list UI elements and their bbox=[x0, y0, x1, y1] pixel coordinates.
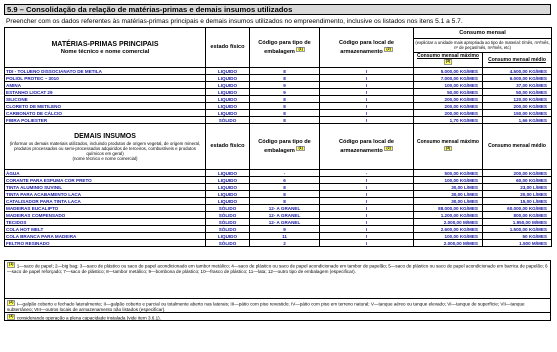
estado-fisico: LIQUIDO bbox=[206, 68, 250, 75]
embalagem-header-label: Código para tipo de embalagem bbox=[258, 40, 311, 55]
armazenamento-header-label: Código para local de armazenamento bbox=[338, 40, 394, 55]
codigo-embalagem: 6 bbox=[250, 177, 320, 184]
di-embalagem-header bbox=[250, 124, 320, 170]
footnote-2-tag: (2) bbox=[9, 300, 14, 304]
footnote-1-tag: (1) bbox=[9, 262, 14, 266]
di-subtitle-2: (nome técnico e nome comercial) bbox=[72, 155, 138, 161]
codigo-embalagem: - bbox=[250, 170, 320, 177]
di-row bbox=[5, 170, 552, 177]
consumo-medio: 1,66 KG/MES bbox=[483, 117, 552, 124]
di-row bbox=[5, 219, 552, 226]
consumo-medio: 37,00 KG/MES bbox=[483, 82, 552, 89]
codigo-embalagem: 8 bbox=[250, 68, 320, 75]
mp-title: MATÉRIAS-PRIMAS PRINCIPAIS bbox=[51, 40, 159, 48]
mp-row bbox=[5, 82, 552, 89]
section-title: 5.9 – Consolidação da relação de matérias-primas e demais insumos utilizados bbox=[4, 4, 551, 15]
estado-fisico: SÓLIDO bbox=[206, 117, 250, 124]
consumo-medio: 6.000,00 KG/MES bbox=[483, 75, 552, 82]
material-name: TINTA PARA ACABAMENTO LACA bbox=[5, 191, 206, 198]
estado-fisico: LIQUIDO bbox=[206, 184, 250, 191]
material-name: SILICONE bbox=[5, 96, 206, 103]
di-row bbox=[5, 233, 552, 240]
estado-fisico: SÓLIDO bbox=[206, 226, 250, 233]
codigo-armazenamento: I bbox=[320, 82, 414, 89]
material-name: POLIOL PROTEC – 3010 bbox=[5, 75, 206, 82]
consumo-med-header bbox=[483, 53, 552, 68]
mp-row bbox=[5, 117, 552, 124]
codigo-embalagem: 12- A GRANEL bbox=[250, 219, 320, 226]
estado-fisico: LIQUIDO bbox=[206, 82, 250, 89]
material-name: CORANTE PARA ESPUMA COR PRETO bbox=[5, 177, 206, 184]
consumo-medio: 200,00 KG/MES bbox=[483, 103, 552, 110]
estado-header: estado físico bbox=[206, 28, 250, 68]
estado-fisico: LIQUIDO bbox=[206, 191, 250, 198]
consumo-maximo: 1.200,00 KG/MES bbox=[414, 212, 483, 219]
consumo-medio: 1.500 M/MES bbox=[483, 240, 552, 247]
estado-fisico: LIQUIDO bbox=[206, 110, 250, 117]
consumo-med-label: Consumo mensal médio bbox=[488, 57, 546, 63]
codigo-embalagem: 8 bbox=[250, 110, 320, 117]
di-row bbox=[5, 177, 552, 184]
codigo-embalagem: 8 bbox=[250, 191, 320, 198]
di-row bbox=[5, 212, 552, 219]
consumo-maximo: 50,00 KG/MES bbox=[414, 89, 483, 96]
mp-rows bbox=[5, 68, 552, 124]
consumo-medio: 120,00 KG/MES bbox=[483, 96, 552, 103]
footnote-1 bbox=[4, 260, 551, 298]
estado-fisico: LIQUIDO bbox=[206, 103, 250, 110]
codigo-embalagem: 2 bbox=[250, 240, 320, 247]
codigo-embalagem: 8 bbox=[250, 117, 320, 124]
di-subtitle: (informar os demais materiais utilizados, incluindo produtos de origem vegetal, de origem mineral, produtos processados ou semi-processados adquiridos de terceiros, combustíveis e produtos químicos em geral) bbox=[9, 140, 201, 156]
estado-fisico: LIQUIDO bbox=[206, 233, 250, 240]
codigo-armazenamento: I bbox=[320, 110, 414, 117]
consumo-medio: 800,00 KG/MES bbox=[483, 212, 552, 219]
material-name: FELTRO RESINADO bbox=[5, 240, 206, 247]
consumo-medio: 23,00 L/MES bbox=[483, 184, 552, 191]
codigo-embalagem: 8 bbox=[250, 75, 320, 82]
material-name: COLA HOT MELT bbox=[5, 226, 206, 233]
codigo-armazenamento: I bbox=[320, 103, 414, 110]
estado-fisico: SÓLIDO bbox=[206, 240, 250, 247]
di-armazenamento-header bbox=[320, 124, 414, 170]
material-name: TDI - TOLUENO DISSOCIANATO DE METILA bbox=[5, 68, 206, 75]
consumo-maximo: 2.000,00 M/MES bbox=[414, 219, 483, 226]
material-name: FIBRA POLIESTER bbox=[5, 117, 206, 124]
codigo-armazenamento: I bbox=[320, 226, 414, 233]
codigo-armazenamento: I bbox=[320, 212, 414, 219]
consumo-medio: 60,00 KG/MES bbox=[483, 177, 552, 184]
mp-header bbox=[5, 28, 206, 68]
codigo-embalagem: 8 bbox=[250, 96, 320, 103]
codigo-armazenamento: I bbox=[320, 219, 414, 226]
di-row bbox=[5, 198, 552, 205]
consumo-unit-note: (explicitar a unidade mais apropriada ao tipo de material: t/mês, m³/mês, nº de peças/mês, m²/mês, etc) bbox=[414, 39, 552, 53]
di-estado-header: estado físico bbox=[206, 124, 250, 170]
consumo-max-label: Consumo mensal máximo bbox=[417, 53, 479, 60]
embalagem-header bbox=[250, 28, 320, 68]
material-name: TECIDOS bbox=[5, 219, 206, 226]
mp-row bbox=[5, 110, 552, 117]
footnote-1-marker: (1) bbox=[298, 46, 303, 51]
consumo-maximo: 30,00 L/MES bbox=[414, 191, 483, 198]
consumo-maximo: 30,00 L/MES bbox=[414, 184, 483, 191]
codigo-embalagem: 8 bbox=[250, 198, 320, 205]
material-name: AMINA bbox=[5, 82, 206, 89]
codigo-armazenamento: I bbox=[320, 205, 414, 212]
codigo-embalagem: 8 bbox=[250, 103, 320, 110]
di-consumo-max-header bbox=[414, 124, 483, 170]
consumo-maximo: 1,70 KG/MES bbox=[414, 117, 483, 124]
codigo-armazenamento: I bbox=[320, 184, 414, 191]
codigo-embalagem: 8 bbox=[250, 184, 320, 191]
footnote-3-tag: (3) bbox=[9, 314, 14, 318]
consumo-maximo: 5.000,00 KG/MES bbox=[414, 68, 483, 75]
material-name: TINTA ALUMINIO SUVINIL bbox=[5, 184, 206, 191]
codigo-embalagem: 9 bbox=[250, 89, 320, 96]
material-name: ÁGUA bbox=[5, 170, 206, 177]
estado-fisico: LIQUIDO bbox=[206, 96, 250, 103]
consumo-medio: 50 KG/MES bbox=[483, 233, 552, 240]
mp-row bbox=[5, 96, 552, 103]
codigo-armazenamento: I bbox=[320, 191, 414, 198]
codigo-armazenamento: I bbox=[320, 96, 414, 103]
material-name: MADEIRAS COMPENSADO bbox=[5, 212, 206, 219]
consumo-medio: 200,00 KG/MES bbox=[483, 170, 552, 177]
di-consumo-max-label: Consumo mensal máximo bbox=[417, 139, 479, 146]
di-row bbox=[5, 226, 552, 233]
footnote-3-marker: (3) bbox=[445, 59, 451, 64]
di-header bbox=[5, 124, 206, 170]
intro-text: Preencher com os dados referentes às matérias-primas principais e demais insumos utilizados no empreendimento, inclusive os listados nos itens 5.1 a 5.7. bbox=[6, 18, 463, 25]
consumo-maximo: 88.000,00 KG/MES bbox=[414, 205, 483, 212]
di-row bbox=[5, 191, 552, 198]
consumo-maximo: 100,00 KG/MES bbox=[414, 82, 483, 89]
mp-subtitle: Nome técnico e nome comercial bbox=[60, 48, 150, 55]
consumo-maximo: 30,00 L/MES bbox=[414, 198, 483, 205]
materials-table bbox=[4, 27, 552, 247]
estado-fisico: SÓLIDO bbox=[206, 219, 250, 226]
footnote-2-text: I—galpão coberto e fechado lateralmente; II—galpão coberto e parcial ou totalmente aberto nas laterais; III—pátio com piso revestido; IV—pátio com piso em terreno natural; V—tanque aéreo ou tanque elevado; VI—tanque de superfície; VII—tanque subterrâneo; VIII—outros locais de armazenamento não listados (especificar). bbox=[7, 301, 525, 313]
codigo-armazenamento: I bbox=[320, 89, 414, 96]
armazenamento-header bbox=[320, 28, 414, 68]
mp-row bbox=[5, 89, 552, 96]
consumo-maximo: 100,00 KG/MES bbox=[414, 177, 483, 184]
di-row bbox=[5, 205, 552, 212]
di-row bbox=[5, 240, 552, 247]
consumo-medio: 4.500,00 KG/MES bbox=[483, 68, 552, 75]
estado-fisico: SÓLIDO bbox=[206, 205, 250, 212]
consumo-medio: 20,00 L/MES bbox=[483, 191, 552, 198]
material-name: CLORETO DE METILENO bbox=[5, 103, 206, 110]
codigo-armazenamento: - bbox=[320, 170, 414, 177]
footnote-3 bbox=[4, 312, 551, 321]
material-name: ESTANHO LIOCAT 29 bbox=[5, 89, 206, 96]
mp-row bbox=[5, 75, 552, 82]
di-rows bbox=[5, 170, 552, 247]
consumo-medio: 60.000,00 KG/MES bbox=[483, 205, 552, 212]
material-name: MADEIRAS EUCALIPTO bbox=[5, 205, 206, 212]
material-name: CARBONATO DE CÁLCIO bbox=[5, 110, 206, 117]
estado-fisico: LIQUIDO bbox=[206, 170, 250, 177]
material-name: CATALISADOR PARA TINTA LACA bbox=[5, 198, 206, 205]
consumo-medio: 15,00 L/MES bbox=[483, 198, 552, 205]
consumo-medio: 1.950,00 M/MES bbox=[483, 219, 552, 226]
estado-fisico: LIQUIDO bbox=[206, 89, 250, 96]
estado-fisico: LIQUIDO bbox=[206, 198, 250, 205]
consumo-maximo: 7.000,00 KG/MES bbox=[414, 75, 483, 82]
di-consumo-med-header: Consumo mensal médio bbox=[483, 124, 552, 170]
consumo-max-header bbox=[414, 53, 483, 68]
consumo-medio: 50,00 KG/MES bbox=[483, 89, 552, 96]
consumo-medio: 150,00 KG/MES bbox=[483, 110, 552, 117]
consumo-maximo: 200,00 KG/MES bbox=[414, 96, 483, 103]
codigo-embalagem: 9 bbox=[250, 226, 320, 233]
codigo-armazenamento: I bbox=[320, 117, 414, 124]
codigo-armazenamento: I bbox=[320, 240, 414, 247]
footnote-1-text: 1—saco de papel; 2—big bag; 3—saco de plástico ou saco de papel acondicionado em tambor metálico; 4—saco de plástico ou saco de papel acondicionado em tambor de papelão; 5—saco de plástico ou saco de papel acondicionado em barrica de papelão; 6—saco de papel reforçado; 7—saco de plástico; 8—tambor metálico; 9—bombona de plástico; 10—frasco de plástico; 11—lata; 12—outro tipo de embalagem (especificar). bbox=[7, 263, 548, 275]
estado-fisico: SÓLIDO bbox=[206, 212, 250, 219]
footnote-3-text: considerando operação a plena capacidade instalada (vide item 3.6.1). bbox=[16, 315, 161, 321]
di-footnote-3-marker: (3) bbox=[445, 145, 451, 150]
estado-fisico: LIQUIDO bbox=[206, 177, 250, 184]
consumo-maximo: 2.000,00 M/MES bbox=[414, 240, 483, 247]
consumo-medio: 1.500,00 KG/MES bbox=[483, 226, 552, 233]
di-title: DEMAIS INSUMOS bbox=[74, 132, 136, 140]
footnote-2 bbox=[4, 298, 551, 312]
codigo-embalagem: 12- A GRANEL bbox=[250, 212, 320, 219]
codigo-armazenamento: I bbox=[320, 177, 414, 184]
consumo-maximo: 100,00 KG/MES bbox=[414, 233, 483, 240]
consumo-maximo: 200,00 KG/MES bbox=[414, 110, 483, 117]
mp-row bbox=[5, 68, 552, 75]
codigo-armazenamento: I bbox=[320, 75, 414, 82]
consumo-maximo: 200,00 KG/MES bbox=[414, 103, 483, 110]
codigo-embalagem: 12- A GRANEL bbox=[250, 205, 320, 212]
material-name: COLA BRANCA PARA MADEIRA bbox=[5, 233, 206, 240]
footnote-2-marker: (2) bbox=[386, 46, 391, 51]
mp-row bbox=[5, 103, 552, 110]
codigo-armazenamento: I bbox=[320, 68, 414, 75]
codigo-armazenamento: I bbox=[320, 233, 414, 240]
di-row bbox=[5, 184, 552, 191]
consumo-maximo: 500,00 KG/MES bbox=[414, 170, 483, 177]
codigo-armazenamento: I bbox=[320, 198, 414, 205]
codigo-embalagem: 9 bbox=[250, 82, 320, 89]
di-footnote-1-marker: (1) bbox=[298, 145, 303, 150]
di-armazenamento-header-label: Código para local de armazenamento bbox=[338, 139, 394, 154]
di-footnote-2-marker: (2) bbox=[386, 145, 391, 150]
consumo-header: Consumo mensal bbox=[414, 28, 552, 39]
estado-fisico: LIQUIDO bbox=[206, 75, 250, 82]
codigo-embalagem: 11 bbox=[250, 233, 320, 240]
di-embalagem-header-label: Código para tipo de embalagem bbox=[258, 139, 311, 154]
consumo-maximo: 2.600,00 KG/MES bbox=[414, 226, 483, 233]
